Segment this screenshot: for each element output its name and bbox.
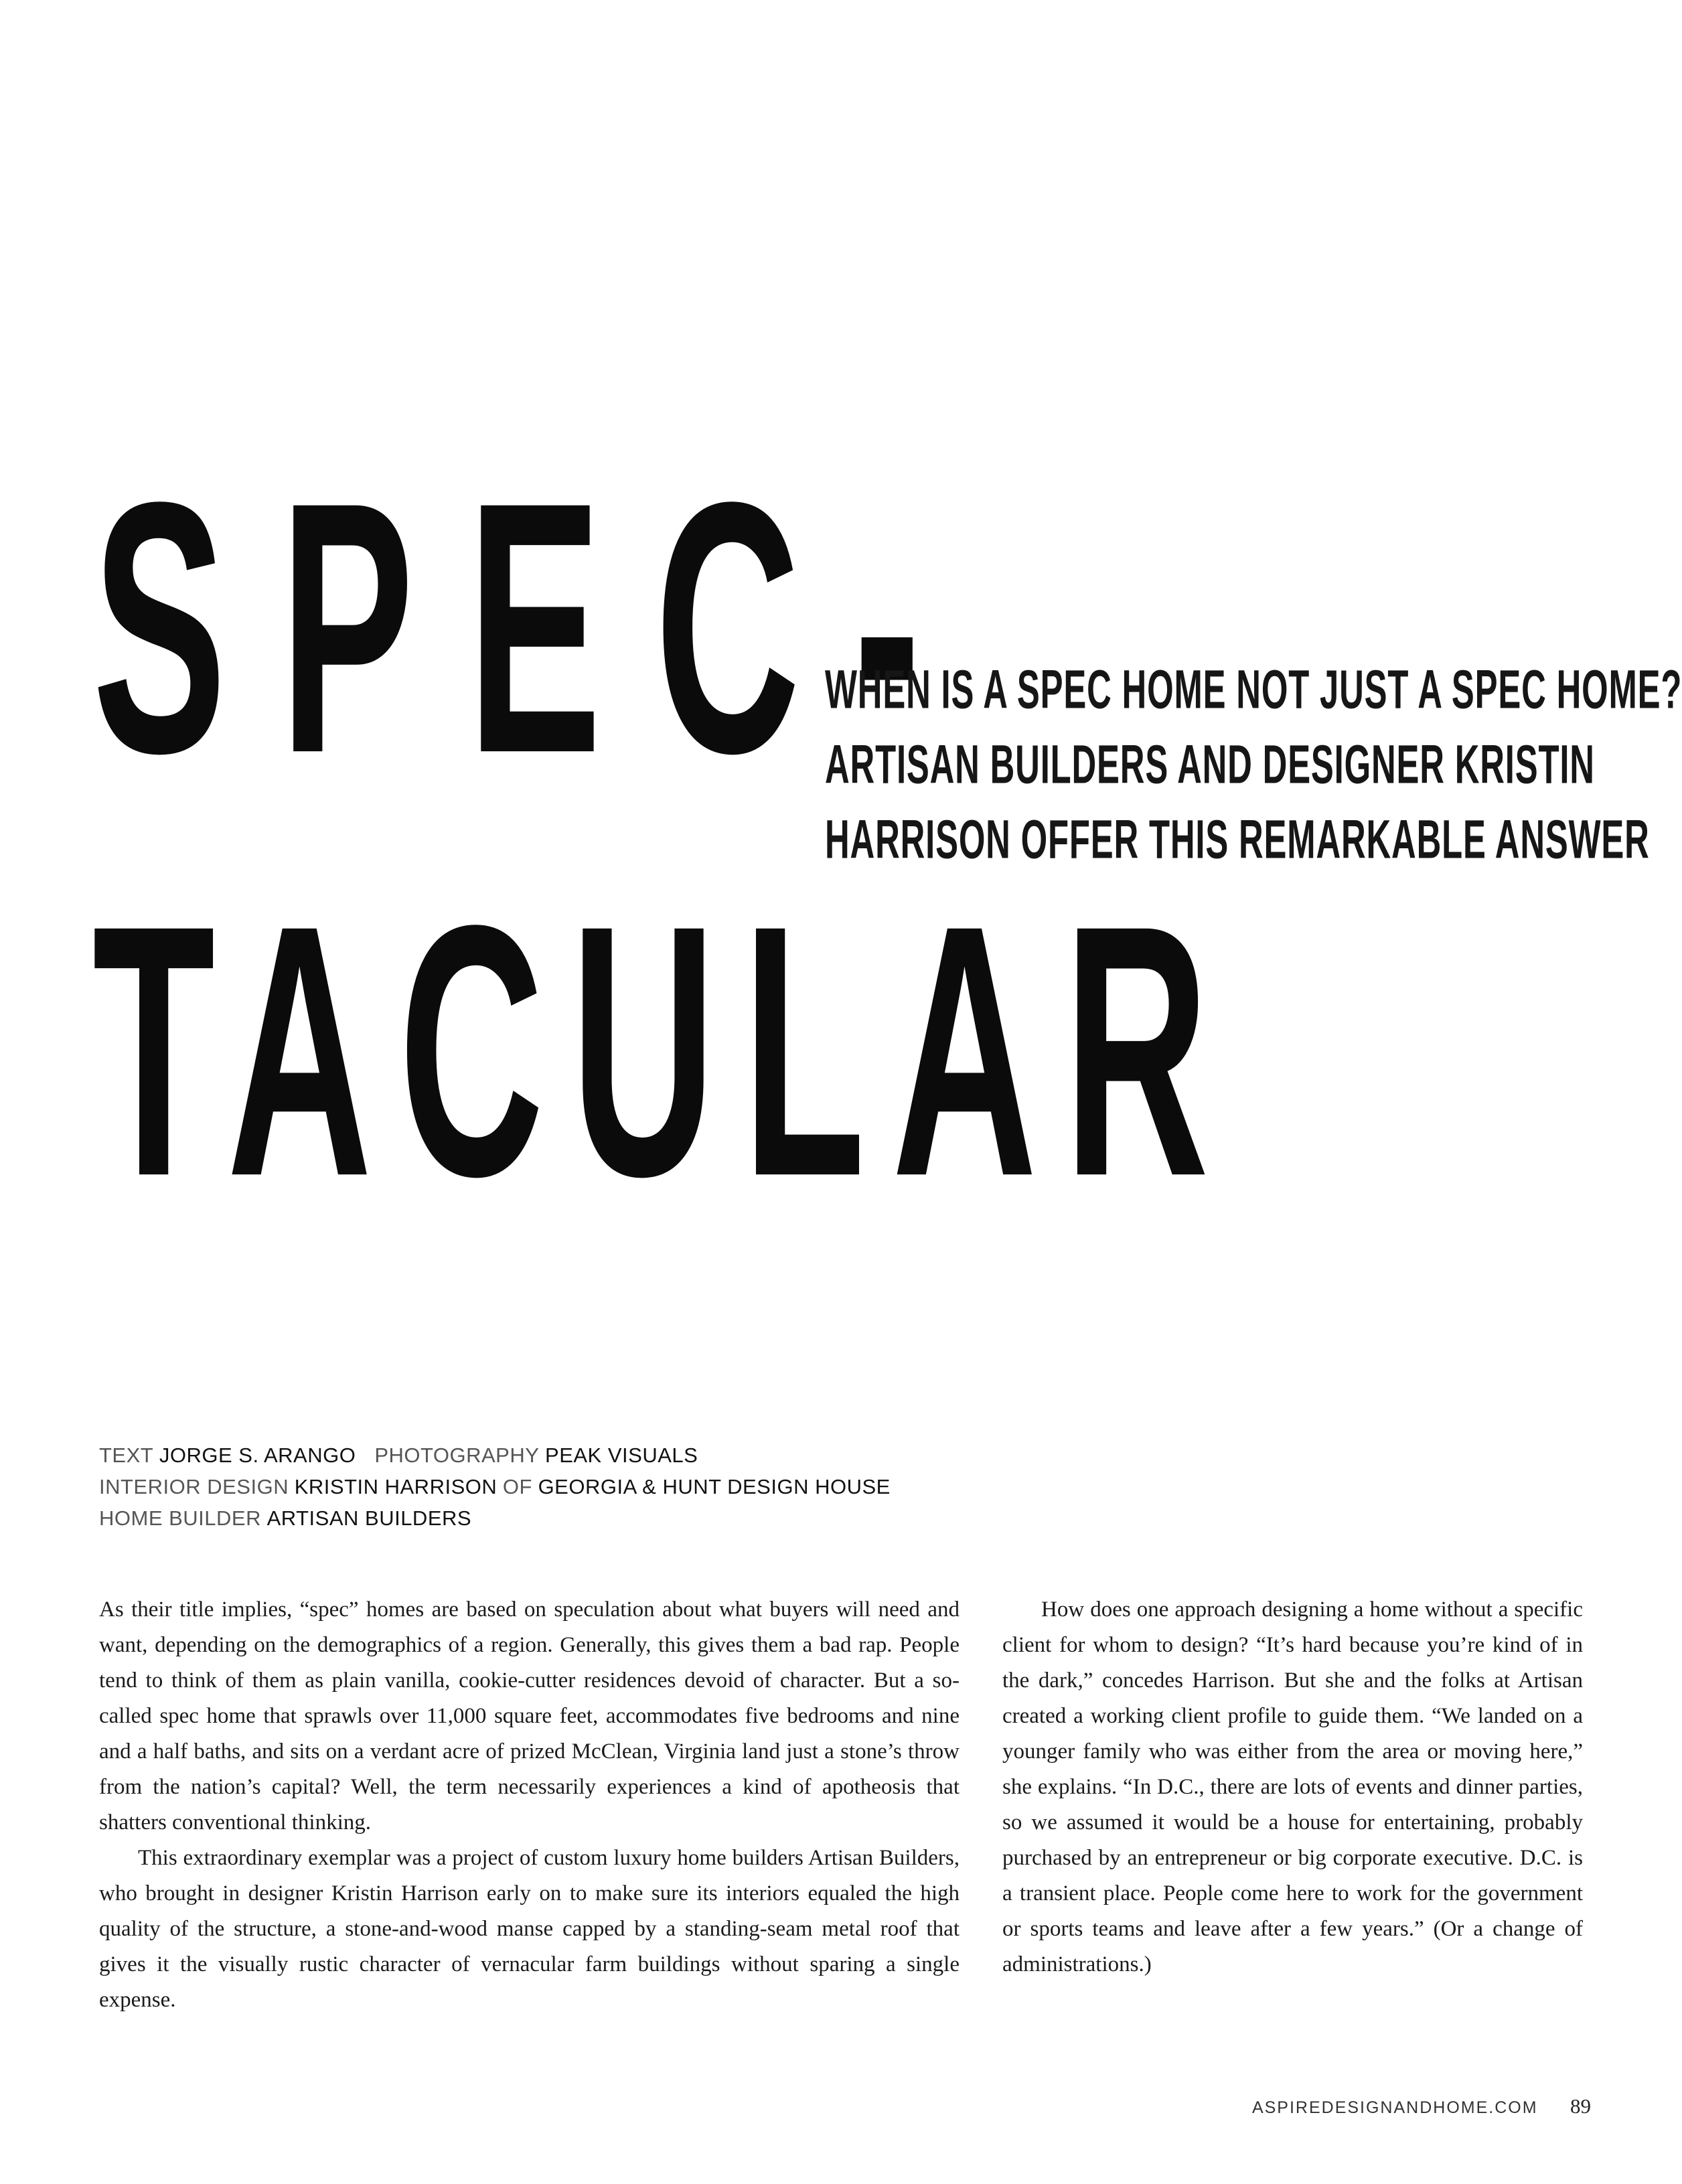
- credits: [99, 1439, 891, 1534]
- credit-role-home-builder: HOME BUILDER: [99, 1506, 261, 1530]
- credit-role-text: TEXT: [99, 1444, 154, 1467]
- body-column-left: [99, 1592, 960, 2018]
- credit-role-interior-design: INTERIOR DESIGN: [99, 1475, 289, 1498]
- credit-name-writer: JORGE S. ARANGO: [159, 1444, 356, 1467]
- body-paragraph: As their title implies, “spec” homes are based on speculation about what buyers will need and want, depending on the demographics of a region. Generally, this gives them a bad rap. People tend to think of them as plain vanilla, cookie-cutter residences devoid of character. But a so-called spec home that sprawls over 11,000 square feet, accommodates five bedrooms and nine and a half baths, and sits on a verdant acre of prized McClean, Virginia land just a stone’s throw from the nation’s capital? Well, the term necessarily experiences a kind of apotheosis that shatters conventional thinking.: [99, 1597, 960, 1835]
- headline-line-2: TACULAR: [92, 850, 1236, 1251]
- credit-role-photography: PHOTOGRAPHY: [374, 1444, 540, 1467]
- deck: [825, 659, 1682, 888]
- deck-line-3: HARRISON OFFER THIS REMARKABLE ANSWER: [825, 809, 1650, 870]
- headline-line-1: SPEC-: [92, 426, 974, 828]
- page-footer: [1252, 2094, 1591, 2118]
- credit-name-designer: KRISTIN HARRISON: [294, 1475, 498, 1498]
- body-paragraph: How does one approach designing a home without a specific client for whom to design? “It’s hard because you’re kind of in the dark,” concedes Harrison. But she and the folks at Artisan created a working client profile to guide them. “We landed on a younger family who was either from the area or moving here,” she explains. “In D.C., there are lots of events and dinner parties, so we assumed it would be a house for entertaining, probably purchased by an entrepreneur or big corporate executive. D.C. is a transient place. People come here to work for the government or sports teams and leave after a few years.” (Or a change of administrations.): [1002, 1597, 1583, 1976]
- credit-name-firm: GEORGIA & HUNT DESIGN HOUSE: [538, 1475, 891, 1498]
- body-paragraph: This extraordinary exemplar was a project of custom luxury home builders Artisan Builders, who brought in designer Kristin Harrison early on to make sure its interiors equaled the high quality of the structure, a stone-and-wood manse capped by a standing-seam metal roof that gives it the visually rustic character of vernacular farm buildings without sparing a single expense.: [99, 1846, 960, 2012]
- footer-website: ASPIREDESIGNANDHOME.COM: [1251, 2098, 1538, 2117]
- deck-line-1: WHEN IS A SPEC HOME NOT JUST A SPEC HOME?: [825, 659, 1682, 720]
- credit-of-word: OF: [502, 1475, 532, 1498]
- deck-line-2: ARTISAN BUILDERS AND DESIGNER KRISTIN: [825, 734, 1595, 795]
- credit-line-interior: [99, 1471, 891, 1502]
- credit-name-builder: ARTISAN BUILDERS: [266, 1506, 472, 1530]
- credit-line-builder: [99, 1502, 891, 1534]
- credit-name-photographer: PEAK VISUALS: [545, 1444, 698, 1467]
- credit-line-text-photo: [99, 1439, 891, 1471]
- body-column-right: [1002, 1592, 1583, 1982]
- page-number: 89: [1570, 2094, 1591, 2118]
